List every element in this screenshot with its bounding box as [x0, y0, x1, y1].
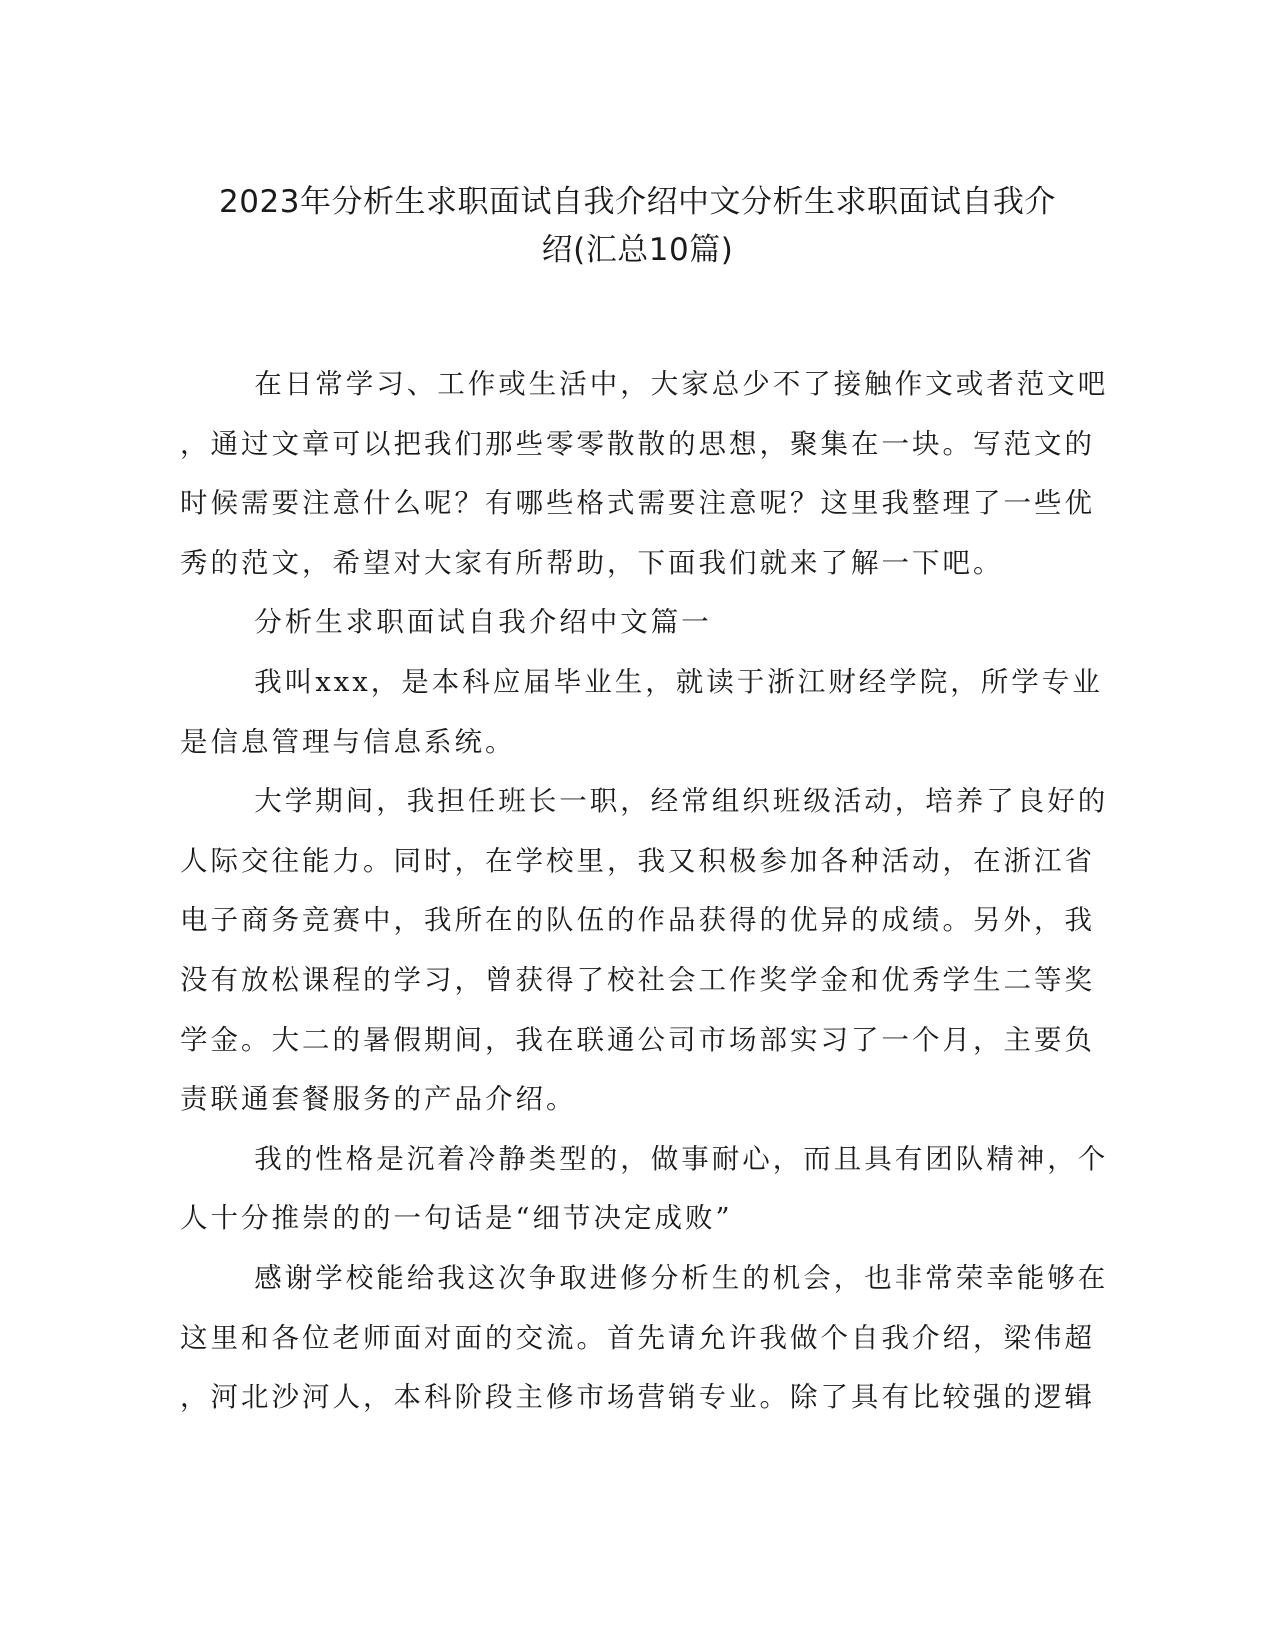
document-title — [180, 178, 1095, 274]
text-line: 人际交往能力。同时，在学校里，我又积极参加各种活动，在浙江省 — [180, 844, 1095, 877]
text-line: 我的性格是沉着冷静类型的，做事耐心，而且具有团队精神，个 — [254, 1142, 1109, 1175]
text-line: 在日常学习、工作或生活中，大家总少不了接触作文或者范文吧 — [254, 368, 1109, 400]
text-line: 秀的范文，希望对大家有所帮助，下面我们就来了解一下吧。 — [180, 546, 1004, 579]
body-paragraph — [180, 1249, 1109, 1428]
body-paragraph — [180, 653, 1103, 772]
text-line: 是信息管理与信息系统。 — [180, 725, 516, 758]
text-line: 人十分推崇的的一句话是“细节决定成败” — [180, 1202, 733, 1235]
text-line: 责联通套餐服务的产品介绍。 — [180, 1083, 577, 1116]
text-line: 我叫xxx，是本科应届毕业生，就读于浙江财经学院，所学专业 — [254, 665, 1103, 698]
text-line: 感谢学校能给我这次争取进修分析生的机会，也非常荣幸能够在 — [254, 1261, 1109, 1294]
section-heading — [180, 593, 1028, 653]
text-line: ，通过文章可以把我们那些零零散散的思想，聚集在一块。写范文的 — [180, 427, 1095, 460]
title-line-1: 2023年分析生求职面试自我介绍中文分析生求职面试自我介 — [219, 184, 1056, 220]
text-line: 这里和各位老师面对面的交流。首先请允许我做个自我介绍，梁伟超 — [180, 1321, 1095, 1354]
body-paragraph — [180, 1130, 1109, 1249]
text-line: 分析生求职面试自我介绍中文篇一 — [254, 606, 712, 639]
text-line: 时候需要注意什么呢？有哪些格式需要注意呢？这里我整理了一些优 — [180, 487, 1095, 520]
text-line: ，河北沙河人，本科阶段主修市场营销专业。除了具有比较强的逻辑 — [180, 1381, 1095, 1414]
body-paragraph — [180, 772, 1109, 1130]
document-body — [180, 355, 1109, 1428]
text-line: 没有放松课程的学习，曾获得了校社会工作奖学金和优秀学生二等奖 — [180, 963, 1095, 996]
text-line: 电子商务竞赛中，我所在的队伍的作品获得的优异的成绩。另外，我 — [180, 904, 1095, 937]
text-line: 大学期间，我担任班长一职，经常组织班级活动，培养了良好的 — [254, 785, 1109, 818]
title-line-2: 绍(汇总10篇) — [541, 232, 734, 268]
text-line: 学金。大二的暑假期间，我在联通公司市场部实习了一个月，主要负 — [180, 1023, 1095, 1056]
intro-paragraph — [180, 355, 1109, 593]
